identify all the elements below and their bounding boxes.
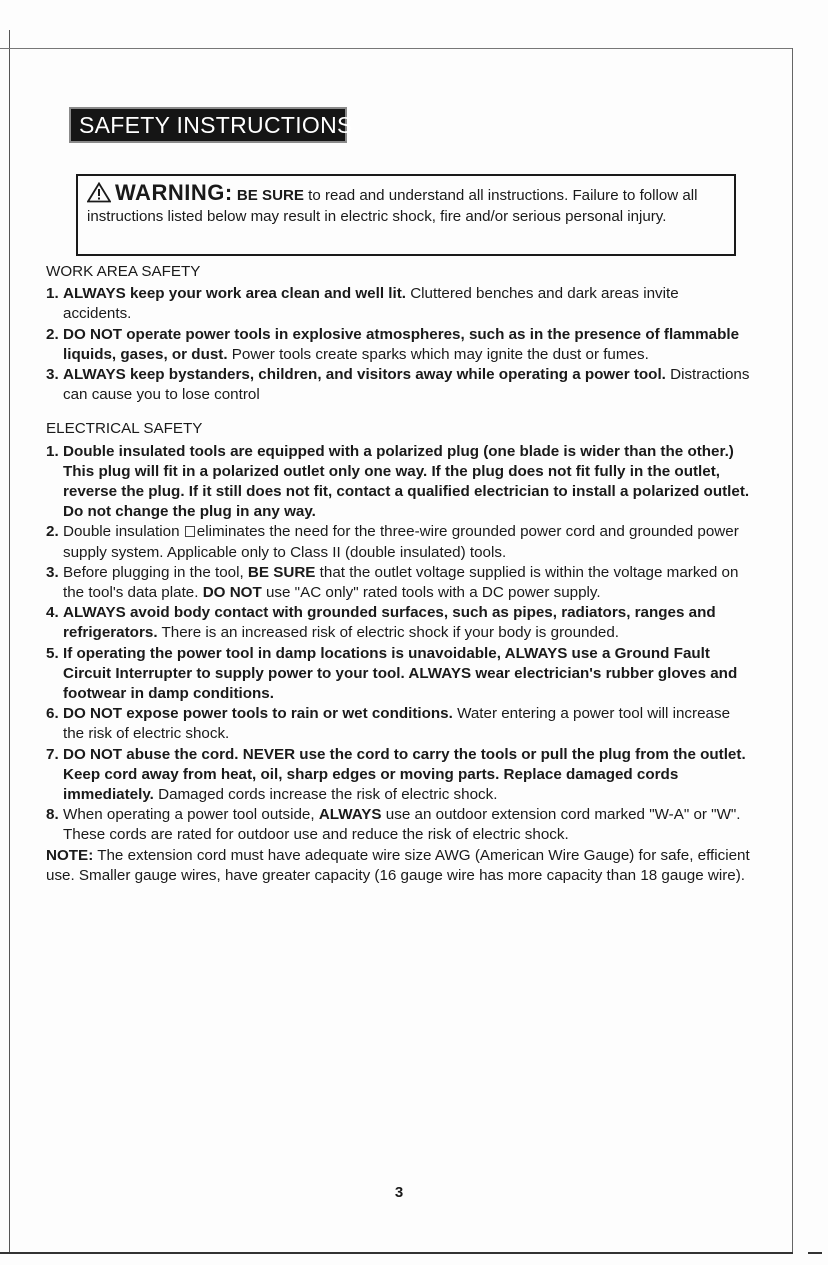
instructions-body bbox=[46, 262, 751, 886]
item-number: 6. bbox=[46, 705, 59, 723]
work-area-item-3 bbox=[46, 365, 751, 405]
item-bold-text: BE SURE bbox=[247, 563, 316, 581]
item-text: Water entering a power tool will increase the risk of electric shock. bbox=[63, 705, 731, 743]
item-number: 2. bbox=[46, 523, 59, 541]
item-text: use "AC only" rated tools with a DC power supply. bbox=[261, 584, 601, 602]
square-symbol-icon bbox=[185, 526, 195, 537]
page-edge-left bbox=[9, 30, 10, 1252]
electrical-heading: ELECTRICAL SAFETY bbox=[46, 420, 203, 438]
item-text: When operating a power tool outside, bbox=[63, 806, 319, 824]
warning-text: to read and understand all instructions. Failure to follow all instructions listed below may result in electric shock, fire and/or serious personal injury. bbox=[87, 187, 698, 225]
item-bold-text: Double insulated tools are equipped with a polarized plug (one blade is wider than the other.) This plug will fit in a polarized outlet only one way. If the plug does not fit fully in the outlet, reverse the plug. If it still does not fit, contact a qualified electrician to install a polarized outlet. Do not change the plug in any way. bbox=[63, 442, 750, 521]
item-text: eliminates the need for the three-wire grounded power cord and grounded power supply system. Applicable only to Class II (double insulated) tools. bbox=[63, 523, 739, 561]
electrical-item-4 bbox=[46, 603, 751, 643]
item-bold-text: DO NOT expose power tools to rain or wet conditions. bbox=[63, 705, 453, 723]
item-bold-text: ALWAYS avoid body contact with grounded surfaces, such as pipes, radiators, ranges and refrigerators. bbox=[63, 604, 716, 642]
item-text: that the outlet voltage supplied is within the voltage marked on the tool's data plate. bbox=[63, 563, 739, 602]
warning-be-sure: BE SURE bbox=[236, 187, 304, 204]
item-bold-text: ALWAYS bbox=[318, 806, 382, 824]
item-number: 3. bbox=[46, 563, 59, 581]
item-text: Damaged cords increase the risk of electric shock. bbox=[153, 786, 498, 804]
electrical-item-3 bbox=[46, 563, 751, 603]
page-edge-right bbox=[792, 48, 793, 1253]
electrical-item-1 bbox=[46, 442, 751, 523]
item-bold-text: ALWAYS keep bystanders, children, and visitors away while operating a power tool. bbox=[63, 366, 666, 384]
section-title: SAFETY INSTRUCTIONS bbox=[69, 107, 347, 143]
item-number: 8. bbox=[46, 806, 59, 824]
item-bold-text: ALWAYS keep your work area clean and well lit. bbox=[63, 285, 406, 303]
item-bold-text: DO NOT operate power tools in explosive atmospheres, such as in the presence of flammable liquids, gases, or dust. bbox=[63, 325, 740, 363]
warning-triangle-icon bbox=[87, 182, 111, 203]
page-number: 3 bbox=[394, 1184, 404, 1201]
item-text: Distractions can cause you to lose control bbox=[63, 366, 750, 404]
item-number: 4. bbox=[46, 604, 59, 622]
item-text: Before plugging in the tool, bbox=[63, 563, 248, 581]
page-edge-bottom bbox=[0, 1252, 793, 1254]
page-edge-top bbox=[0, 48, 792, 49]
item-bold-text: DO NOT bbox=[202, 584, 262, 602]
item-number: 1. bbox=[46, 285, 59, 303]
electrical-item-2 bbox=[46, 522, 751, 562]
item-number: 3. bbox=[46, 366, 59, 384]
electrical-item-5 bbox=[46, 644, 751, 705]
warning-box bbox=[76, 174, 736, 256]
item-text: Double insulation bbox=[63, 523, 184, 541]
warning-label: WARNING: bbox=[115, 180, 233, 205]
item-text: use an outdoor extension cord marked "W-A" or "W". These cords are rated for outdoor use and reduce the risk of electric shock. bbox=[63, 806, 741, 844]
note-text: The extension cord must have adequate wire size AWG (American Wire Gauge) for safe, efficient use. Smaller gauge wires, have greater capacity (16 gauge wire has more capacity than 18 gauge wire). bbox=[46, 846, 750, 884]
item-number: 5. bbox=[46, 644, 59, 662]
item-text: There is an increased risk of electric shock if your body is grounded. bbox=[157, 624, 620, 642]
note-label: NOTE: bbox=[46, 846, 94, 864]
note-paragraph bbox=[46, 846, 751, 886]
electrical-item-8 bbox=[46, 805, 751, 845]
item-number: 2. bbox=[46, 325, 59, 343]
work-area-item-1 bbox=[46, 284, 751, 324]
item-text: Cluttered benches and dark areas invite accidents. bbox=[63, 285, 679, 323]
page-edge-mark bbox=[808, 1252, 822, 1254]
electrical-item-6 bbox=[46, 704, 751, 744]
work-area-item-2 bbox=[46, 325, 751, 365]
electrical-item-7 bbox=[46, 745, 751, 806]
item-bold-text: DO NOT abuse the cord. NEVER use the cord to carry the tools or pull the plug from the outlet. Keep cord away from heat, oil, sharp edges or moving parts. Replace damaged cords immediately. bbox=[63, 745, 746, 804]
work-area-heading: WORK AREA SAFETY bbox=[46, 263, 201, 280]
item-number: 7. bbox=[46, 745, 59, 763]
item-bold-text: If operating the power tool in damp locations is unavoidable, ALWAYS use a Ground Fault Circuit Interrupter to supply power to your tool. ALWAYS wear electrician's rubber gloves and footwear in damp conditions. bbox=[63, 644, 738, 703]
item-number: 1. bbox=[46, 442, 59, 460]
item-text: Power tools create sparks which may ignite the dust or fumes. bbox=[227, 345, 649, 363]
